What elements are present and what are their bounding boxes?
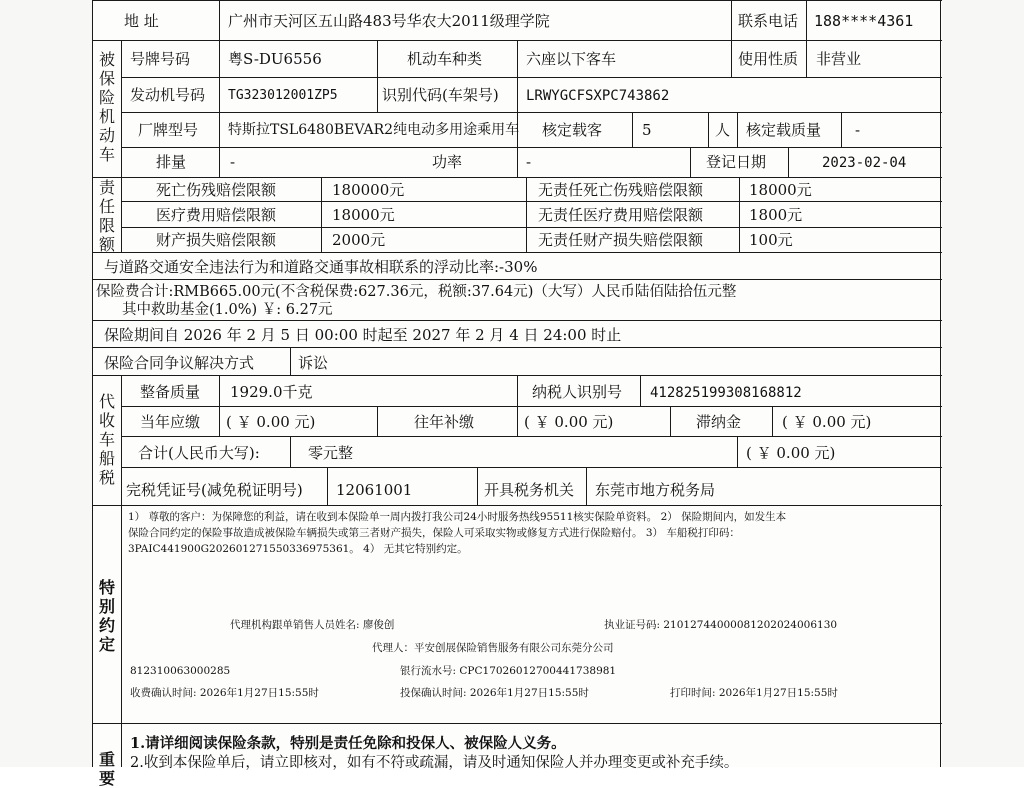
phone-label: 联系电话 [738,12,799,30]
border-right [940,0,941,767]
divider [806,40,807,77]
late-fee-label: 滞纳金 [696,413,742,431]
agent-company: 代理人：平安创展保险销售服务有限公司东莞分公司 [372,642,614,654]
late-fee-value: ( ￥ 0.00 元) [782,413,872,431]
divider [517,40,518,77]
hline [92,320,942,321]
hline [92,505,942,506]
nofault-death-value: 18000元 [749,181,812,199]
divider [739,177,740,252]
divider [690,147,691,177]
hline [92,177,942,178]
divider [321,177,322,252]
dispute-value: 诉讼 [298,354,329,372]
dispute-label: 保险合同争议解决方式 [104,354,255,372]
plate-label: 号牌号码 [130,50,191,68]
important-section-label: 重要 [98,750,115,788]
power-label: 功率 [432,153,463,171]
death-label: 死亡伤残赔偿限额 [156,181,277,199]
medical-label: 医疗费用赔偿限额 [156,206,277,224]
total-amount: ( ￥ 0.00 元) [746,444,836,462]
load-label: 核定载质量 [746,121,822,139]
divider [121,177,122,252]
seats-unit: 人 [715,121,731,139]
divider [121,375,122,505]
divider [737,112,738,147]
address-value: 广州市天河区五山路483号华农大2011级理学院 [228,12,550,30]
hline [121,112,942,113]
border-left [92,0,93,767]
vehicle-type-label: 机动车种类 [407,50,483,68]
vin-value: LRWYGCFSXPC743862 [526,88,670,104]
vehicle-section-label: 被保险机动车 [98,50,115,164]
divider [219,77,220,112]
current-year-label: 当年应缴 [140,413,201,431]
special-para-2: 保险合同约定的保险事故造成被保险车辆损失或第三者财产损失，保险人可采取实物或修复方式进行保险赔付。 3） 车船税打印码： [128,527,740,539]
divider [517,147,518,177]
displacement-value: - [230,153,236,171]
vin-label: 识别代码(车架号) [382,86,499,104]
hline [121,77,942,78]
death-value: 180000元 [332,181,405,199]
divider [841,112,842,147]
tax-cert-label: 完税凭证号(减免税证明号) [126,481,303,499]
total-value: 零元整 [308,444,354,462]
hline [121,406,942,407]
hline [121,201,942,202]
hline [121,436,942,437]
divider [772,406,773,436]
divider [632,112,633,147]
divider [670,406,671,436]
current-year-value: ( ￥ 0.00 元) [226,413,316,431]
regdate-label: 登记日期 [706,153,767,171]
divider [377,77,378,112]
usage-value: 非营业 [816,50,862,68]
power-value: - [526,153,532,171]
insure-time: 投保确认时间: 2026年1月27日15:55时 [400,687,589,699]
divider [377,40,378,77]
phone-value: 188****4361 [814,12,914,30]
medical-value: 18000元 [332,206,395,224]
seats-value: 5 [642,121,652,139]
divider [121,723,122,767]
nofault-property-value: 100元 [749,231,793,249]
special-para-3: 3PAIC441900G202601271550336975361。 4） 无其它特别约定。 [128,543,468,555]
special-para-1: 1） 尊敬的客户：为保障您的利益，请在收到本保险单一周内拨打我公司24小时服务热线95511核实保险单资料。 2） 保险期间内，如发生本 [128,511,787,523]
divider [377,406,378,436]
divider [526,177,527,252]
total-label: 合计(人民币大写): [138,444,260,462]
receipt-time: 收费确认时间: 2026年1月27日15:55时 [130,687,319,699]
hline [92,252,942,253]
nofault-property-label: 无责任财产损失赔偿限额 [538,231,704,249]
divider [640,375,641,406]
divider [327,467,328,505]
tax-cert-value: 12061001 [336,481,413,499]
divider [806,0,807,40]
bank-serial: 银行流水号: CPC17026012700441738981 [400,665,617,677]
divider [708,112,709,147]
nofault-death-label: 无责任死亡伤残赔偿限额 [538,181,704,199]
divider [517,406,518,436]
hline [92,347,942,348]
divider [517,77,518,112]
insurance-policy-sheet [92,0,942,788]
divider [586,467,587,505]
nofault-medical-value: 1800元 [749,206,803,224]
nofault-medical-label: 无责任医疗费用赔偿限额 [538,206,704,224]
divider [731,40,732,77]
past-year-value: ( ￥ 0.00 元) [524,413,614,431]
divider [290,347,291,375]
address-label: 地 址 [124,12,159,30]
engine-value: TG323012001ZP5 [228,88,338,103]
divider [219,112,220,147]
important-line-1: 1.请详细阅读保险条款，特别是责任免除和投保人、被保险人义务。 [130,735,566,752]
agent-code: 812310063000285 [130,665,231,677]
displacement-label: 排量 [156,153,187,171]
model-value: 特斯拉TSL6480BEVAR2纯电动多用途乘用车 [228,122,520,138]
divider [219,375,220,406]
print-time: 打印时间: 2026年1月27日15:55时 [670,687,838,699]
rescue-fund: 其中救助基金(1.0%) ￥: 6.27元 [122,302,333,318]
hline [121,227,942,228]
seats-label: 核定载客 [542,121,603,139]
divider [219,40,220,77]
plate-value: 粤S-DU6556 [228,50,322,68]
hline [121,467,942,468]
divider [517,375,518,406]
divider [219,147,220,177]
insurance-period: 保险期间自 2026 年 2 月 5 日 00:00 时起至 2027 年 2 月 4 日 24:00 时止 [104,326,622,344]
license-number: 执业证号码: 21012744000081202024006130 [604,619,838,631]
premium-total: 保险费合计:RMB665.00元(不含税保费:627.36元，税额:37.64元)（大写）人民币陆佰陆拾伍元整 [96,284,737,300]
divider [290,436,291,467]
special-section-label: 特别约定 [98,578,115,654]
divider [731,0,732,40]
tax-office-label: 开具税务机关 [484,481,575,499]
divider [788,147,789,177]
past-year-label: 往年补缴 [414,413,475,431]
divider [219,0,220,40]
float-ratio: 与道路交通安全违法行为和道路交通事故相联系的浮动比率:-30% [104,258,538,276]
load-value: - [855,121,861,139]
divider [219,406,220,436]
engine-label: 发动机号码 [130,86,206,104]
hline [92,279,942,280]
tax-section-label: 代收车船税 [98,392,115,487]
divider [737,436,738,467]
regdate-value: 2023-02-04 [822,155,907,171]
agent-staff-name: 代理机构跟单销售人员姓名: 廖俊创 [230,619,395,631]
important-line-2: 2.收到本保险单后，请立即核对，如有不符或疏漏，请及时通知保险人并办理变更或补充手续。 [130,755,739,771]
property-label: 财产损失赔偿限额 [156,231,277,249]
hline [121,147,942,148]
divider [477,467,478,505]
taxpayer-id-label: 纳税人识别号 [532,383,623,401]
property-value: 2000元 [332,231,386,249]
vehicle-type-value: 六座以下客车 [526,50,617,68]
curb-weight-label: 整备质量 [140,383,201,401]
hline [92,723,942,724]
curb-weight-value: 1929.0千克 [230,383,313,401]
tax-office-value: 东莞市地方税务局 [595,481,716,499]
usage-label: 使用性质 [738,50,799,68]
liability-section-label: 责任限额 [98,178,115,254]
divider [121,40,122,177]
model-label: 厂牌型号 [138,121,199,139]
taxpayer-id-value: 412825199308168812 [650,385,802,401]
divider [121,505,122,723]
